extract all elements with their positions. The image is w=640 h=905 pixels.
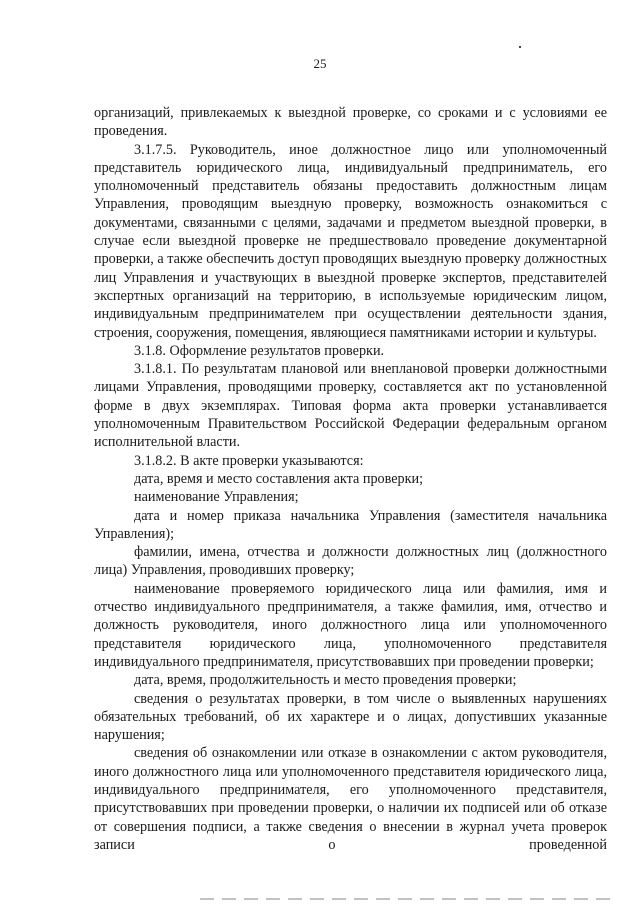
paragraph: 3.1.8.2. В акте проверки указываются: xyxy=(134,452,364,469)
paragraph: дата, время, продолжительность и место проведения проверки; xyxy=(134,672,517,689)
paragraph: организаций, привлекаемых к выездной проверке, со сроками и с условиями ее проведения. xyxy=(94,105,607,140)
paragraph: наименование Управления; xyxy=(134,489,299,506)
page-number: 25 xyxy=(313,56,327,71)
document-body xyxy=(94,104,607,854)
paragraph: наименование проверяемого юридического лица или фамилия, имя и отчество индивидуального предпринимателя, а также фамилия, имя, отчество и должность руководителя, иного должностного лица или уполномоченного представителя юридического лица, уполномоченного представителя индивидуального предпринимателя, присутствовавших при проведении проверки; xyxy=(94,580,607,670)
scan-artifact xyxy=(200,898,610,900)
paragraph: 3.1.7.5. Руководитель, иное должностное лицо или уполномоченный представитель юридического лица, индивидуальный предприниматель, его уполномоченный представитель обязаны предоставить должностным лицам Управления, проводящим выездную проверку, возможность ознакомиться с документами, связанными с целями, задачами и предметом выездной проверки, в случае если выездной проверке не предшествовало проведение документарной проверки, а также обеспечить доступ проводящих выездную проверку должностных лиц Управления и участвующих в выездной проверке экспертов, представителей экспертных организаций на территорию, в используемые юридическим лицом, индивидуальным предпринимателем при осуществлении деятельности здания, строения, сооружения, помещения, являющиеся памятниками истории и культуры. xyxy=(94,141,607,341)
paragraph: сведения о результатах проверки, в том числе о выявленных нарушениях обязательных требований, об их характере и о лицах, допустивших указанные нарушения; xyxy=(94,690,607,744)
scan-dot xyxy=(519,46,521,48)
paragraph: дата, время и место составления акта проверки; xyxy=(134,470,424,487)
paragraph: 3.1.8. Оформление результатов проверки. xyxy=(134,342,385,359)
paragraph: фамилии, имена, отчества и должности должностных лиц (должностного лица) Управления, проводивших проверку; xyxy=(94,544,607,579)
paragraph: дата и номер приказа начальника Управления (заместителя начальника Управления); xyxy=(94,507,607,542)
paragraph: 3.1.8.1. По результатам плановой или внеплановой проверки должностными лицами Управления, проводящими проверку, составляется акт по установленной форме в двух экземплярах. Типовая форма акта проверки устанавливается уполномоченным Правительством Российской Федерации федеральным органом исполнительной власти. xyxy=(94,361,607,451)
paragraph: сведения об ознакомлении или отказе в ознакомлении с актом руководителя, иного должностного лица или уполномоченного представителя юридического лица, индивидуального предпринимателя, его уполномоченного представителя, присутствовавших при проведении проверки, о наличии их подписей или об отказе от совершения подписи, а также сведения о внесении в журнал учета проверок записи о проведенной xyxy=(94,745,607,853)
